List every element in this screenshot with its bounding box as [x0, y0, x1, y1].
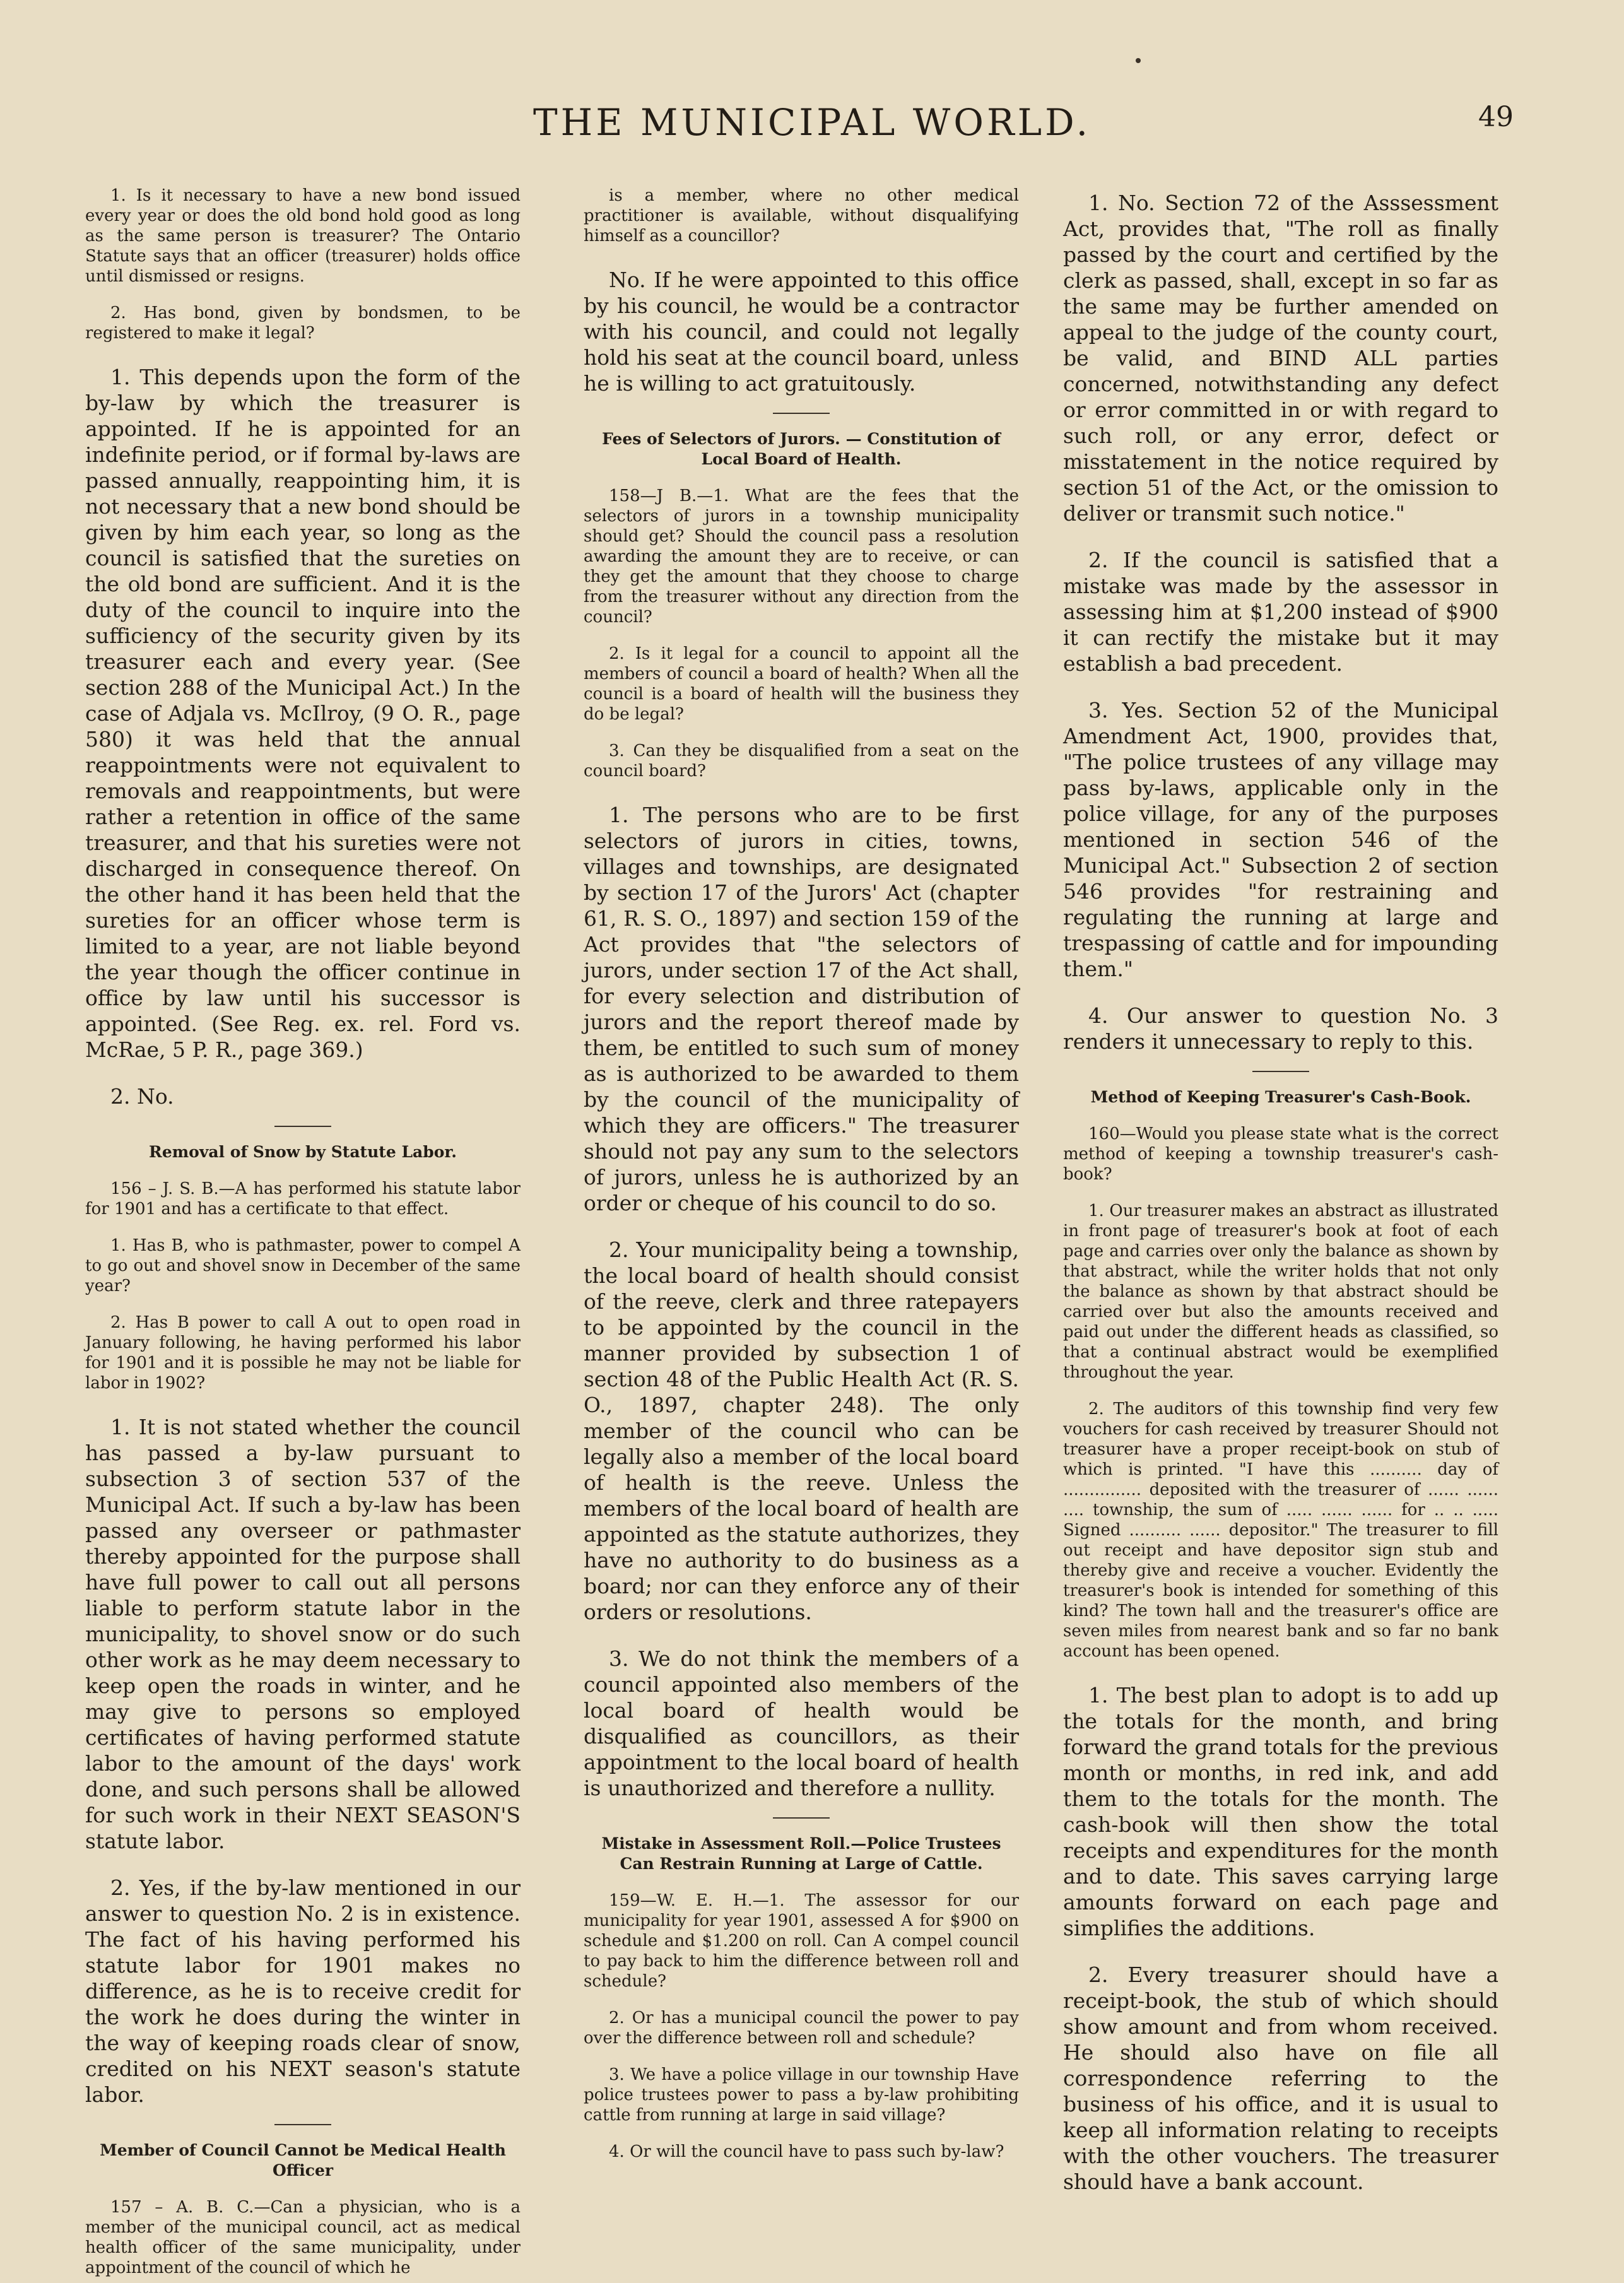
answer-paragraph: 1. This depends upon the form of the by-law by which the treasurer is appointed. If he is appointed for an indefinite period, or if formal by-laws are passed annually, reappointing him, it is not necessary that a new bond should be given by him each year, so long as the council is satisfied that the sureties on the old bond are sufficient. And it is the duty of the council to inquire into the sufficiency of the security given by its treasurer each and every year. (See section 288 of the Municipal Act.) In the case of Adjala vs. McIlroy, (9 O. R., page 580) it was held that the annual reappointments were not equivalent to removals and reappointments, but were rather a retention in office of the same treasurer, and that his sureties were not discharged in consequence thereof. On the other hand it has been held that the sureties for an officer whose term is limited to a year, are not liable beyond the year though the officer continue in office by law until his successor is appointed. (See Reg. ex. rel. Ford vs. McRae, 5 P. R., page 369.) [85, 365, 521, 1062]
print-mark [1136, 58, 1141, 63]
answer-paragraph: 2. Your municipality being a township, the local board of health should consist of the reeve, clerk and three ratepayers to be appointed by the council in the manner provided by subsection 1 of section 48 of the Public Health Act (R. S. O., 1897, chapter 248). The only member of the council who can be legally also a member of the local board of health is the reeve. Unless the members of the local board of health are appointed as the statute authorizes, they have no authority to do business as a board; nor can they enforce any of their orders or resolutions. [584, 1237, 1019, 1624]
question-paragraph: 4. Or will the council have to pass such by-law? [609, 2142, 1004, 2161]
question-paragraph: 2. Has bond, given by bondsmen, to be registered to make it legal? [85, 304, 521, 343]
answer-paragraph: 3. We do not think the members of a council appointed also members of the local board of health would be disqualified as councillors, as their appointment to the local board of health is unauthorized and therefore a nullity. [584, 1646, 1019, 1800]
question-paragraph: 156 – J. S. B.—A has performed his statute labor for 1901 and has a certificate to that effect. [85, 1179, 521, 1218]
question-paragraph: 1. Has B, who is pathmaster, power to compel A to go out and shovel snow in December of the same year? [85, 1236, 521, 1295]
page-number: 49 [1478, 101, 1514, 133]
answer-paragraph: 1. The persons who are to be first selectors of jurors in cities, towns, villages and townships, are designated by section 17 of the Jurors' Act (chapter 61, R. S. O., 1897) and section 159 of the Act provides that "the selectors of jurors, under section 17 of the Act shall, for every selection and distribution of jurors and the report thereof made by them, be entitled to such sum of money as is authorized to be awarded to them by the council of the municipality of which they are officers." The treasurer should not pay any sum to the selectors of jurors, unless he is authorized by an order or cheque of his council to do so. [584, 803, 1019, 1215]
section-heading: Member of Council Cannot be Medical Health Officer [100, 2141, 506, 2180]
answer-paragraph: 1. The best plan to adopt is to add up the totals for the month, and bring forward the grand totals for the previous month or months, in red ink, and add them to the totals for the month. The cash-book will then show the total receipts and expenditures for the month and to date. This saves carrying large amounts forward on each page and simplifies the additions. [1063, 1683, 1498, 1940]
answer-paragraph: 2. If the council is satisfied that a mistake was made by the assessor in assessing him at $1,200 instead of $900 it can rectify the mistake but it may establish a bad precedent. [1063, 548, 1498, 676]
answer-paragraph: 1. It is not stated whether the council has passed a by-law pursuant to subsection 3 of section 537 of the Municipal Act. If such a by-law has been passed any overseer or pathmaster thereby appointed for the purpose shall have full power to call out all persons liable to perform statute labor in the municipality, to shovel snow or do such other work as he may deem necessary to keep open the roads in winter, and he may give to persons so employed certificates of having performed statute labor to the amount of the days' work done, and such persons shall be allowed for such work in their NEXT SEASON'S statute labor. [85, 1415, 521, 1853]
question-paragraph: 2. Has B power to call A out to open road in January following, he having performed his labor for 1901 and it is possible he may not be liable for labor in 1902? [85, 1313, 521, 1393]
section-heading: Mistake in Assessment Roll.—Police Trustees Can Restrain Running at Large of Cattle. [601, 1834, 1001, 1873]
question-paragraph: 158—J B.—1. What are the fees that the selectors of jurors in a township municipality should get? Should the council pass a resolution awarding the amount they are to receive, or can they get the amount that they choose to charge from the treasurer without any direction from the council? [584, 487, 1019, 627]
question-paragraph: 1. Our treasurer makes an abstract as illustrated in front page of treasurer's book at foot of each page and carries over only the balance as shown by that abstract, while the writer holds that not only the balance as shown by that abstract should be carried over but also the amounts received and paid out under the different heads as classified, so that a continual abstract would be exemplified throughout the year. [1063, 1201, 1498, 1382]
question-paragraph: 2. Or has a municipal council the power to pay over the difference between roll and schedule? [584, 2009, 1019, 2048]
section-heading: Removal of Snow by Statute Labor. [149, 1143, 457, 1161]
section-heading: Fees of Selectors of Jurors. — Constitution of Local Board of Health. [602, 430, 1001, 468]
section-divider [274, 2124, 331, 2125]
running-title: THE MUNICIPAL WORLD. [533, 101, 1091, 144]
answer-paragraph: 1. No. Section 72 of the Asssessment Act, provides that, "The roll as finally passed by the court and certified by the clerk as passed, shall, except in so far as the same may be further amended on appeal to the judge of the county court, be valid, and BIND ALL parties concerned, notwithstanding any defect or error committed in or with regard to such roll, or any error, defect or misstatement in the notice required by section 51 of the Act, or the omission to deliver or transmit such notice." [1063, 191, 1498, 526]
question-paragraph: 160—Would you please state what is the correct method of keeping a township treasurer's cash-book? [1063, 1124, 1498, 1184]
page-header [0, 101, 1624, 151]
column-2 [584, 169, 1019, 2167]
answer-paragraph: 2. Every treasurer should have a receipt-book, the stub of which should show amount and from whom received. He should also have on file all correspondence referring to the business of his office, and it is usual to keep all information relating to receipts with the other vouchers. The treasurer should have a bank account. [1063, 1962, 1498, 2194]
section-divider [274, 1126, 331, 1127]
column-1 [85, 169, 521, 2283]
answer-paragraph: 4. Our answer to question No. 3 renders it unnecessary to reply to this. [1063, 1003, 1498, 1054]
answer-paragraph: 2. Yes, if the by-law mentioned in our answer to question No. 2 is in existence. The fact of his having performed his statute labor for 1901 makes no difference, as he is to receive credit for the work he does during the winter in the way of keeping roads clear of snow, credited on his NEXT season's statute labor. [85, 1875, 521, 2107]
question-paragraph: 3. We have a police village in our township Have police trustees power to pass a by-law prohibiting cattle from running at large in said village? [584, 2065, 1019, 2125]
section-divider [773, 413, 830, 414]
question-paragraph: 2. Is it legal for a council to appoint all the members of council a board of health? When all the council is a board of health will the business they do be legal? [584, 644, 1019, 724]
section-divider [773, 1817, 830, 1819]
answer-paragraph: 3. Yes. Section 52 of the Municipal Amendment Act, 1900, provides that, "The police trustees of any village may pass by-laws, applicable only in the police village, for any of the purposes mentioned in section 546 of the Municipal Act." Subsection 2 of section 546 provides "for restraining and regulating the running at large and trespassing of cattle and for impounding them." [1063, 698, 1498, 981]
question-paragraph: 157 – A. B. C.—Can a physician, who is a member of the municipal council, act as medical health officer of the same municipality, under appointment of the council of which he [85, 2198, 521, 2277]
section-divider [1252, 1071, 1309, 1072]
section-heading: Method of Keeping Treasurer's Cash-Book. [1090, 1088, 1471, 1106]
column-3 [1063, 169, 1498, 2198]
answer-paragraph: 2. No. [110, 1084, 174, 1109]
question-paragraph: is a member, where no other medical practitioner is available, without disqualifying himself as a councillor? [584, 186, 1019, 245]
question-paragraph: 3. Can they be disqualified from a seat on the council board? [584, 741, 1019, 781]
question-paragraph: 159—W. E. H.—1. The assessor for our municipality for year 1901, assessed A for $900 on schedule and $1.200 on roll. Can A compel council to pay back to him the difference between roll and schedule? [584, 1891, 1019, 1991]
question-paragraph: 2. The auditors of this township find very few vouchers for cash received by treasurer Should not treasurer have a proper receipt-book on stub of which is printed. "I have this .......... day of ............... deposited with the treasurer of ...... ...... .... township, the sum of ..... ...... ...... for .. .. ..... Signed .......... ...... depositor." The treasurer to fill out receipt and have depositor sign stub and thereby give and receive a voucher. Evidently the treasurer's book is intended for something of this kind? The town hall and the treasurer's office are seven miles from nearest bank and so far no bank account has been opened. [1063, 1400, 1498, 1661]
answer-paragraph: No. If he were appointed to this office by his council, he would be a contractor with his council, and could not legally hold his seat at the council board, unless he is willing to act gratuitously. [584, 268, 1019, 396]
question-paragraph: 1. Is it necessary to have a new bond issued every year or does the old bond hold good as long as the same person is treasurer? The Ontario Statute says that an officer (treasurer) holds office until dismissed or resigns. [85, 186, 521, 286]
